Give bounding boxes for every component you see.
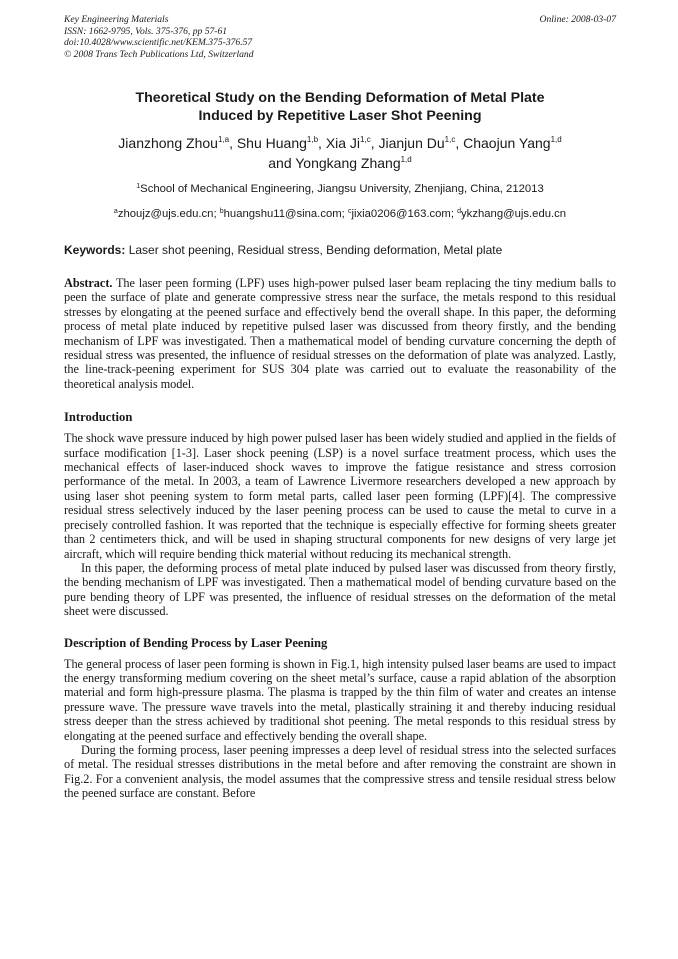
email-sup: d (457, 208, 462, 215)
affiliation-text: School of Mechanical Engineering, Jiangsu University, Zhenjiang, China, 212013 (140, 183, 544, 195)
author-separator: , (455, 135, 464, 151)
journal-header (64, 14, 616, 70)
title-line-2: Induced by Repetitive Laser Shot Peening (198, 107, 482, 124)
section-heading-introduction: Introduction (64, 410, 133, 425)
journal-copyright: © 2008 Trans Tech Publications Ltd, Switzerland (64, 48, 254, 60)
email-sup: b (219, 208, 224, 215)
email-address[interactable]: jixia0206@163.com (351, 208, 451, 220)
journal-info (64, 14, 254, 60)
paper-title (64, 90, 616, 125)
online-date: Online: 2008-03-07 (539, 14, 616, 25)
abstract-paragraph (64, 276, 616, 391)
body-paragraph: The general process of laser peen forming is shown in Fig.1, high intensity pulsed laser beams are used to impact the energy transforming medium covering on the sheet metal’s surface, cause a rapid ablation of the absorption material and form high-pressure plasma. The plasma is trapped by the thin film of water and creates an intense pressure wave. The pressure wave travels into the metal, plastically straining it and thereby inducing residual stress deeper than the stress achieved by traditional shot peening. The metal responds to this residual stress by elongating at the peened surface and effectively bending the overall shape. (64, 656, 616, 743)
author-sup: 1,b (306, 135, 319, 144)
author-separator: , (318, 135, 326, 151)
author-separator: , (370, 135, 379, 151)
journal-name: Key Engineering Materials (64, 14, 169, 25)
author-separator: , (229, 135, 237, 151)
keywords-label: Keywords: (64, 243, 126, 257)
section-heading-description: Description of Bending Process by Laser Peening (64, 635, 328, 650)
email-separator: ; (450, 208, 458, 220)
email-address[interactable]: ykzhang@ujs.edu.cn (461, 208, 567, 220)
affiliation-sup: 1 (136, 183, 141, 190)
keywords-text: Laser shot peening, Residual stress, Bending deformation, Metal plate (128, 243, 503, 257)
body-paragraph: The shock wave pressure induced by high power pulsed laser has been widely studied and applied in the fields of surface modification [1-3]. Laser shock peening (LSP) is a novel surface treatment process, which uses the mechanical effects of laser-induced shock waves to improve the fatigue resistance and stress corrosion performance of the metal. In 2003, a team of Lawrence Livermore researchers developed a new approach by using laser shot peening system to form metal parts, called laser peen forming (LPF)[4]. The compressive residual stress selectively induced by the laser peening process can be used to cause the metal to curve in a precisely controlled fashion. It was reported that the technique is especially effective for forming sheets greater than 2 centimeters thick, and will be used in shaping structural components for new designs of very large jet aircraft, which will require bending thick material without reducing its mechanical strength. (64, 431, 616, 561)
abstract-label: Abstract. (64, 276, 113, 290)
email-list (64, 207, 616, 221)
author-name: Jianzhong Zhou (118, 135, 218, 151)
body-paragraph: During the forming process, laser peening impresses a deep level of residual stress into the selected surfaces of metal. The residual stresses distributions in the metal before and after removing the constraint are shown in Fig.2. For a convenient analysis, the model assumes that the compressive stress and tensile residual stress below the peened surface are constant. Before (64, 742, 616, 801)
email-sup: a (113, 208, 118, 215)
author-name: Shu Huang (236, 135, 307, 151)
author-sup: 1,a (217, 135, 230, 144)
author-name: Yongkang Zhang (295, 154, 401, 171)
body-paragraph: In this paper, the deforming process of metal plate induced by pulsed laser was discussed from theory firstly, the bending mechanism of LPF was investigated. Then a mathematical model of bending curvature based on the pure bending theory of LPF was presented, the influence of residual stresses on the deformation of the metal sheet were discussed. (64, 560, 616, 619)
journal-doi: doi:10.4028/www.scientific.net/KEM.375-376.57 (64, 37, 253, 48)
author-and: and (268, 154, 296, 171)
author-name: Xia Ji (325, 135, 361, 151)
email-separator: ; (213, 208, 220, 220)
paper-page (64, 14, 616, 801)
email-sup: c (347, 208, 352, 215)
keywords (64, 243, 616, 257)
title-line-1: Theoretical Study on the Bending Deformation of Metal Plate (135, 90, 545, 106)
affiliation (64, 182, 616, 196)
author-name: Jianjun Du (378, 135, 445, 151)
journal-issn: ISSN: 1662-9795, Vols. 375-376, pp 57-61 (64, 25, 228, 37)
author-sup: 1,c (360, 135, 371, 144)
author-name: Chaojun Yang (463, 135, 551, 151)
author-sup: 1,d (400, 154, 412, 164)
email-separator: ; (341, 208, 348, 220)
author-sup: 1,c (444, 135, 456, 144)
author-sup: 1,d (550, 135, 562, 144)
email-address[interactable]: zhoujz@ujs.edu.cn (117, 208, 214, 220)
author-list (64, 134, 616, 173)
email-address[interactable]: huangshu11@sina.com (223, 208, 342, 220)
abstract-text: The laser peen forming (LPF) uses high-power pulsed laser beam replacing the tiny medium balls to peen the surface of plate and generate compressive stress near the surface, the metals respond to this residual stresses by elongating at the peened surface and effectively bend the overall shape. In this paper, the deforming process of metal plate induced by repetitive pulsed laser was discussed from theory firstly, and the bending mechanism of LPF was investigated. Then a mathematical model of bending curvature concerning the depth of residual stress was presented, the influence of residual stresses on the deformation of plate was analyzed. Lastly, the line-track-peening experiment for SUS 304 plate was carried out to evaluate the reasonability of the theoretical analysis model. (64, 276, 617, 391)
